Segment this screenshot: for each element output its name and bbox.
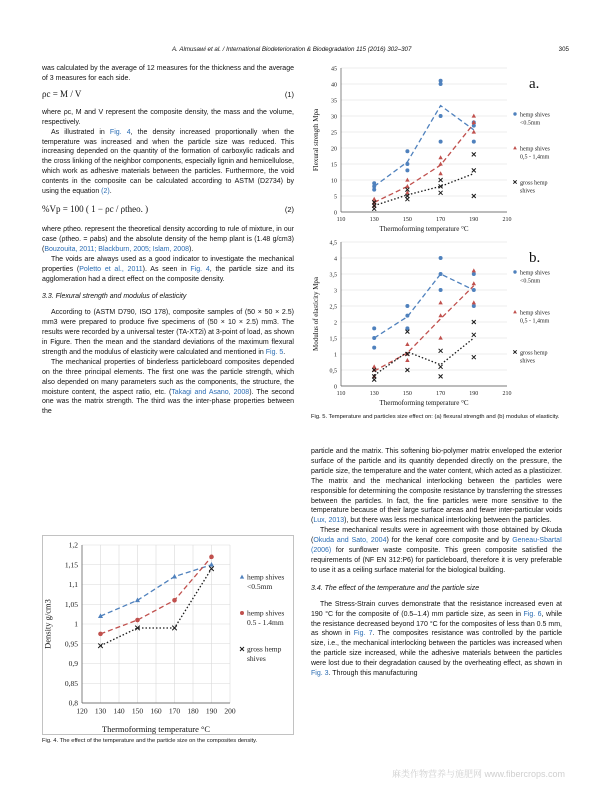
data-point [405, 304, 409, 308]
x-tick-label: 210 [502, 391, 512, 397]
x-tick-label: 190 [205, 706, 218, 716]
y-tick-label: 3 [334, 288, 337, 295]
data-point [438, 336, 442, 340]
figure-link[interactable]: Fig. 4 [109, 128, 131, 136]
data-point [513, 310, 517, 313]
journal-citation: A. Almusawi et al. / International Biodeterioration & Biodegradation 115 (2016) 302–307 [172, 46, 412, 53]
y-axis-title: Modulus of elasticity Mpa [312, 276, 320, 352]
equation-1-expression: ρc = M / V [42, 88, 82, 99]
equation-2-expression: %Vp = 100 ( 1 − ρc / ρtheo. ) [42, 203, 149, 214]
page-number: 305 [558, 46, 569, 53]
data-point [135, 618, 140, 623]
equation-1 [42, 84, 294, 108]
data-point [405, 162, 409, 166]
trend-line [374, 106, 474, 187]
data-point [209, 562, 214, 567]
y-tick-label: 0 [334, 384, 337, 391]
legend-label: 0,5 - 1,4mm [520, 154, 550, 161]
left-column [42, 64, 294, 417]
y-tick-label: 0,9 [68, 659, 78, 668]
data-point [472, 130, 476, 134]
data-point [240, 647, 244, 651]
data-point [405, 314, 409, 318]
x-tick-label: 120 [76, 706, 88, 716]
equation-1-number: (1) [284, 89, 294, 99]
data-point [372, 336, 376, 340]
data-point [240, 575, 244, 579]
legend-label: hemp shives [247, 608, 285, 618]
figure-5-caption: Fig. 5. Temperature and particles size effect on: (a) flexural strength and (b) modulus of elasticity. [311, 414, 560, 420]
data-point [513, 180, 516, 183]
x-tick-label: 130 [369, 217, 379, 223]
legend-label: hemp shives [520, 310, 550, 317]
citation-link[interactable]: Okuda and Sato, 2004 [313, 537, 387, 545]
data-point [472, 268, 476, 272]
figure-link[interactable]: Fig. 5 [265, 348, 284, 356]
x-tick-label: 150 [402, 217, 412, 223]
data-point [472, 300, 476, 304]
paragraph: The voids are always used as a good indicator to investigate the mechanical properties (Poletto et al., 2011). As seen in Fig. 4, the particle size and its agglomeration had a direct effect on the composite density. [42, 255, 295, 283]
data-point [513, 350, 516, 353]
data-point [438, 313, 442, 317]
paragraph: where ρc, M and V represent the composite density, the mass and the volume, respectively. [42, 108, 294, 126]
y-tick-label: 4,5 [329, 240, 337, 247]
x-tick-label: 210 [502, 217, 512, 223]
y-tick-label: 15 [331, 162, 337, 169]
data-point [438, 155, 442, 159]
citation-link[interactable]: Poletto et al., 2011 [79, 265, 143, 273]
data-point [472, 304, 476, 308]
legend-label: gross hemp [247, 644, 282, 654]
paragraph: According to (ASTM D790, ISO 178), composite samples of (50 × 50 × 2.5) mm3 were prepared to produce five specimens of (50 × 10 × 2.5) mm3. The results were recorded by a universal tester (TA-XT2i) at 3-point of load, as shown in Figure. Then the mean and the standard deviations of the maximum flexural strength and the modulus of elasticity were calculated and mentioned in Fig. 5. [42, 309, 294, 356]
paragraph: was calculated by the average of 12 measures for the thickness and the average of 3 measures for each side. [42, 65, 294, 82]
y-tick-label: 0,95 [64, 639, 78, 649]
x-tick-label: 170 [168, 706, 181, 716]
legend-label: <0.5mm [520, 120, 541, 127]
x-tick-label: 170 [436, 217, 446, 223]
data-point [513, 112, 516, 115]
data-point [439, 365, 443, 369]
y-tick-label: 0,85 [64, 678, 78, 688]
data-point [405, 149, 409, 153]
equation-link[interactable]: (2) [101, 188, 110, 196]
data-point [472, 333, 476, 337]
data-point [439, 191, 443, 195]
x-tick-label: 160 [150, 706, 162, 716]
data-point [405, 178, 409, 182]
y-tick-label: 1,15 [64, 560, 78, 570]
panel-label: b. [529, 250, 541, 266]
y-tick-label: 0 [334, 210, 337, 217]
data-point [405, 168, 409, 172]
legend-label: <0.5mm [247, 582, 273, 591]
y-tick-label: 10 [331, 178, 337, 185]
paragraph: As illustrated in Fig. 4, the density increased proportionally when the temperature was increased and when the particle size was reduced. This increasing depended on the quantity of the formation of carboxylic radicals and the cross linking of the neighbor components, especially lignin and hemicellulose, which work as adhesive materials between the particles. Furthermore, the void contents in the composite can be calculated according to ASTM (D2734) by using the equation (2). [42, 128, 294, 196]
legend-label: 0.5 - 1.4mm [247, 618, 284, 627]
legend-label: 0,5 - 1,4mm [520, 318, 550, 325]
data-point [405, 342, 409, 346]
data-point [439, 349, 443, 353]
y-axis-title: Density g/cm3 [42, 599, 53, 649]
paragraph: The Stress-Strain curves demonstrate that the resistance increased even at 190 °C for the composite of (0.5–1.4) mm particle size, as seen in Fig. 6, while the resistance decreased beyond 170 °C for the composites of less than 0.5 mm, as shown in Fig. 7. The composites resistance was controlled by the particle size, i.e., the mechanical interlocking between the particles was increased when the particle size increased, while the adhesive materials between the particles were lost due to their degradation caused by the overheating effect, as shown in Fig. 3. Through this manufacturing [311, 600, 562, 678]
legend-label: hemp shives [247, 572, 285, 582]
legend-label: shives [520, 358, 535, 365]
y-tick-label: 1 [74, 619, 78, 629]
data-point [438, 171, 442, 175]
data-point [472, 281, 476, 285]
paragraph: particle and the matrix. This softening bio-polymer matrix enveloped the exterior surface of the particle and its quantity depended directly on the pressure, the particle size, the temperature and the water content, which acted as a plasticizer. The matrix and the mechanical interlocking between the particles were responsible for determining the composite resistance by transferring the stresses between the particles. In fact, the fine particles were more sensitive to the temperature because of their large surface areas and fewer inter-particular voids (Lux, 2013), but there was less mechanical interlocking between the particles. [311, 448, 562, 525]
x-axis-title: Thermoforming temperature °C [379, 399, 469, 407]
x-tick-label: 190 [469, 217, 479, 223]
y-tick-label: 4 [334, 256, 337, 263]
y-tick-label: 1,1 [68, 580, 78, 589]
x-tick-label: 150 [131, 706, 144, 716]
equation-2-number: (2) [284, 204, 294, 214]
data-point [472, 272, 476, 276]
paragraph: where ρtheo. represent the theoretical density according to rule of mixture, in our case (ρtheo. = ρabs) and the absolute density of the hemp plant is (1.48 g/cm3) (Bouzouita, 2011; Blackburn, 2005; Islam, 2008). [42, 225, 294, 253]
legend-label: hemp shives [520, 112, 550, 119]
citation-link[interactable]: Takagi and Asano, 2008 [171, 388, 250, 396]
figure-link[interactable]: Fig. 4 [190, 265, 210, 273]
x-tick-label: 150 [402, 391, 412, 397]
figure-link[interactable]: Fig. 6 [523, 610, 542, 618]
legend-label: hemp shives [520, 270, 550, 277]
data-point [472, 114, 476, 118]
x-tick-label: 110 [336, 391, 346, 397]
x-tick-label: 110 [336, 217, 346, 223]
y-tick-label: 45 [331, 66, 337, 73]
y-tick-label: 1,5 [329, 336, 337, 343]
figure-link[interactable]: Fig. 3 [311, 670, 329, 678]
data-point [172, 574, 177, 579]
data-point [405, 358, 409, 362]
data-point [472, 152, 476, 156]
data-point [372, 326, 376, 330]
y-tick-label: 5 [334, 194, 337, 201]
x-tick-label: 130 [369, 391, 379, 397]
panel-label: a. [529, 76, 540, 92]
y-tick-label: 1,05 [64, 599, 78, 609]
chart-frame [43, 536, 294, 735]
data-point [172, 598, 177, 603]
data-point [439, 272, 443, 276]
y-tick-label: 0,8 [68, 698, 78, 708]
y-tick-label: 2,5 [329, 304, 337, 311]
y-tick-label: 1,2 [68, 540, 78, 550]
x-tick-label: 180 [187, 706, 199, 716]
section-heading: 3.4. The effect of the temperature and the particle size [311, 584, 480, 592]
trend-line [374, 174, 474, 206]
data-point [240, 611, 244, 615]
x-tick-label: 170 [436, 391, 446, 397]
paragraph: These mechanical results were in agreement with those obtained by Okuda (Okuda and Sato, 2004) for the kenaf core composite and by Geneau-Sbartaï (2006) for sunflower waste composite. This green composite satisfied the requirements of (NF EN 312:P6) for particleboard, therefore it is very preferable to use it as a ceiling surface material for the biological building. [311, 527, 562, 574]
data-point [472, 168, 476, 172]
y-tick-label: 30 [331, 114, 337, 121]
x-tick-label: 140 [113, 706, 125, 716]
data-point [438, 162, 442, 166]
x-tick-label: 130 [94, 706, 107, 716]
y-tick-label: 20 [331, 146, 337, 153]
citation-link[interactable]: Geneau-Sbartaï (2006) [311, 537, 562, 555]
legend-label: gross hemp [520, 180, 548, 187]
legend-label: hemp shives [520, 146, 550, 153]
data-point [472, 355, 476, 359]
equation-2 [42, 197, 294, 225]
data-point [513, 270, 516, 273]
figure-4-chart [42, 535, 294, 735]
x-tick-label: 200 [224, 706, 236, 716]
y-tick-label: 25 [331, 130, 337, 137]
y-axis-title: Flexural strength Mpa [312, 108, 320, 172]
data-point [98, 632, 103, 637]
running-header [0, 46, 595, 60]
figure-link[interactable]: Fig. 7 [353, 630, 373, 638]
trend-line [374, 124, 474, 203]
citation-link[interactable]: Lux, 2013 [313, 517, 345, 525]
data-point [438, 300, 442, 304]
figure-4-caption: Fig. 4. The effect of the temperature and the particle size on the composites density. [42, 738, 258, 744]
data-point [472, 288, 476, 292]
right-column [311, 447, 562, 679]
figure-5a-chart [311, 62, 563, 234]
citation-link[interactable]: Bouzouita, 2011; Blackburn, 2005; Islam, 2008 [44, 245, 189, 253]
data-point [513, 146, 517, 149]
data-point [439, 140, 443, 144]
data-point [372, 346, 376, 350]
y-tick-label: 2 [334, 320, 337, 327]
x-tick-label: 190 [469, 391, 479, 397]
y-tick-label: 1 [334, 352, 337, 359]
data-point [372, 181, 376, 185]
x-axis-title: Thermoforming temperature °C [379, 225, 469, 233]
data-point [439, 256, 443, 260]
data-point [209, 555, 214, 560]
section-heading: 3.3. Flexural strength and modulus of elasticity [42, 293, 187, 301]
data-point [439, 114, 443, 118]
y-tick-label: 3,5 [329, 272, 337, 279]
legend-label: <0.5mm [520, 278, 541, 285]
data-point [439, 288, 443, 292]
data-point [439, 79, 443, 83]
legend-label: gross hemp [520, 350, 548, 357]
y-tick-label: 35 [331, 98, 337, 105]
paragraph: The mechanical properties of binderless particleboard composites depended on the three principal elements. The first one was the particle strength, which also depended on many parameters such as the components, the structure, the moisture content, the aspect ratio, etc. (Takagi and Asano, 2008). The second one was the matrix strength. The third was the inter-phase properties between the [42, 358, 294, 416]
x-axis-title: Thermoforming temperature °C [101, 724, 211, 734]
figure-5b-chart [311, 236, 563, 408]
data-point [439, 374, 443, 378]
legend-label: shives [520, 188, 535, 195]
data-point [472, 140, 476, 144]
y-tick-label: 40 [331, 82, 337, 89]
legend-label: shives [247, 654, 266, 663]
watermark: 麻类作物营养与施肥网 www.fibercrops.com [391, 769, 565, 779]
y-tick-label: 0,5 [329, 368, 337, 375]
